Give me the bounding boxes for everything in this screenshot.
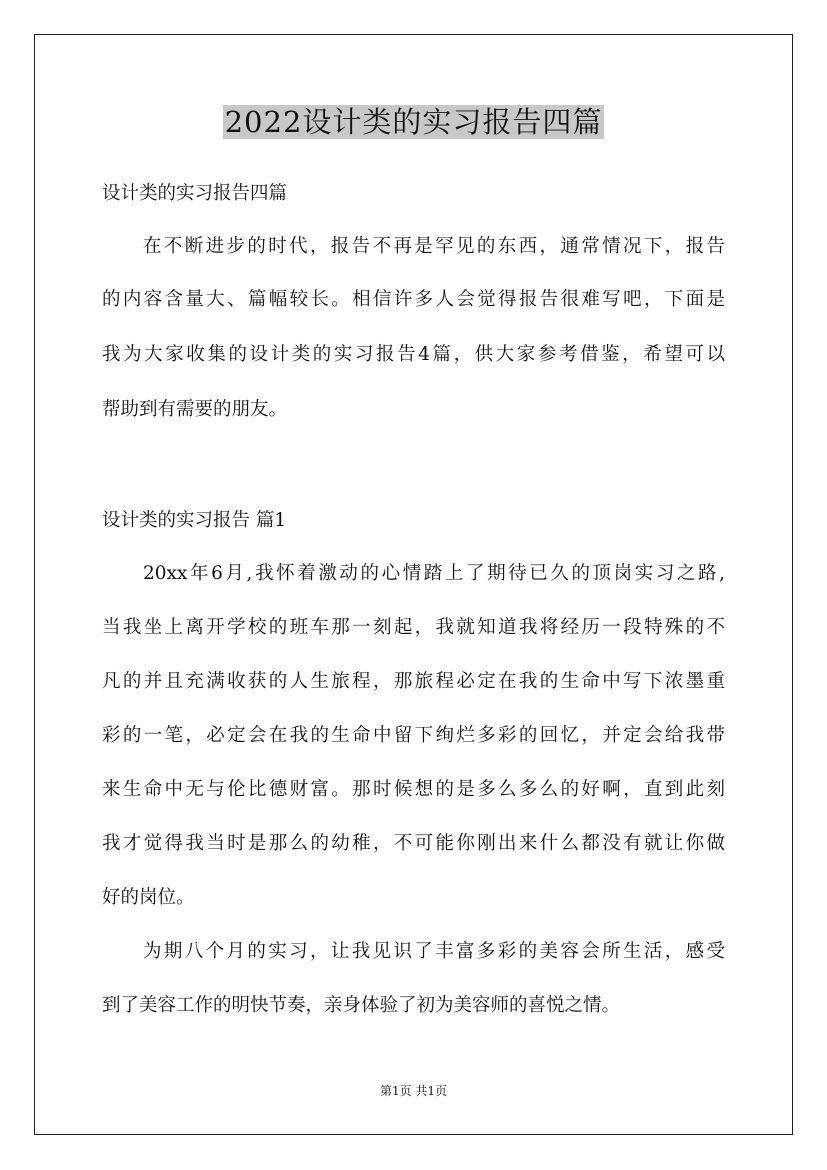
section1-p2-line-2: 到了美容工作的明快节奏，亲身体验了初为美容师的喜悦之情。 (102, 995, 621, 1016)
page-footer: 第1页 共1页 (379, 1084, 448, 1098)
section-heading-1: 设计类的实习报告 篇1 (102, 510, 287, 531)
section1-p1-line-3: 凡的并且充满收获的人生旅程，那旅程必定在我的生命中写下浓墨重 (102, 671, 725, 692)
section1-p1-line-1: 20xx年6月,我怀着激动的心情踏上了期待已久的顶岗实习之路, (143, 563, 725, 584)
section1-p2-line-1: 为期八个月的实习，让我见识了丰富多彩的美容会所生活，感受 (143, 941, 725, 962)
section1-p1-line-6: 我才觉得我当时是那么的幼稚，不可能你刚出来什么都没有就让你做 (102, 833, 725, 854)
section1-p1-line-7: 好的岗位。 (102, 887, 195, 908)
intro-line-4: 帮助到有需要的朋友。 (102, 399, 288, 420)
section1-p1-line-5: 来生命中无与伦比德财富。那时候想的是多么多么的好啊，直到此刻 (102, 779, 725, 800)
section1-p1-line-4: 彩的一笔，必定会在我的生命中留下绚烂多彩的回忆，并定会给我带 (102, 725, 725, 746)
intro-line-3: 我为大家收集的设计类的实习报告4篇，供大家参考借鉴，希望可以 (102, 344, 725, 365)
document-title: 2022设计类的实习报告四篇 (224, 105, 603, 139)
intro-line-2: 的内容含量大、篇幅较长。相信许多人会觉得报告很难写吧，下面是 (102, 289, 725, 310)
document-subtitle: 设计类的实习报告四篇 (102, 183, 288, 204)
section1-p1-line-2: 当我坐上离开学校的班车那一刻起，我就知道我将经历一段特殊的不 (102, 617, 725, 638)
intro-line-1: 在不断进步的时代，报告不再是罕见的东西，通常情况下，报告 (143, 236, 725, 257)
